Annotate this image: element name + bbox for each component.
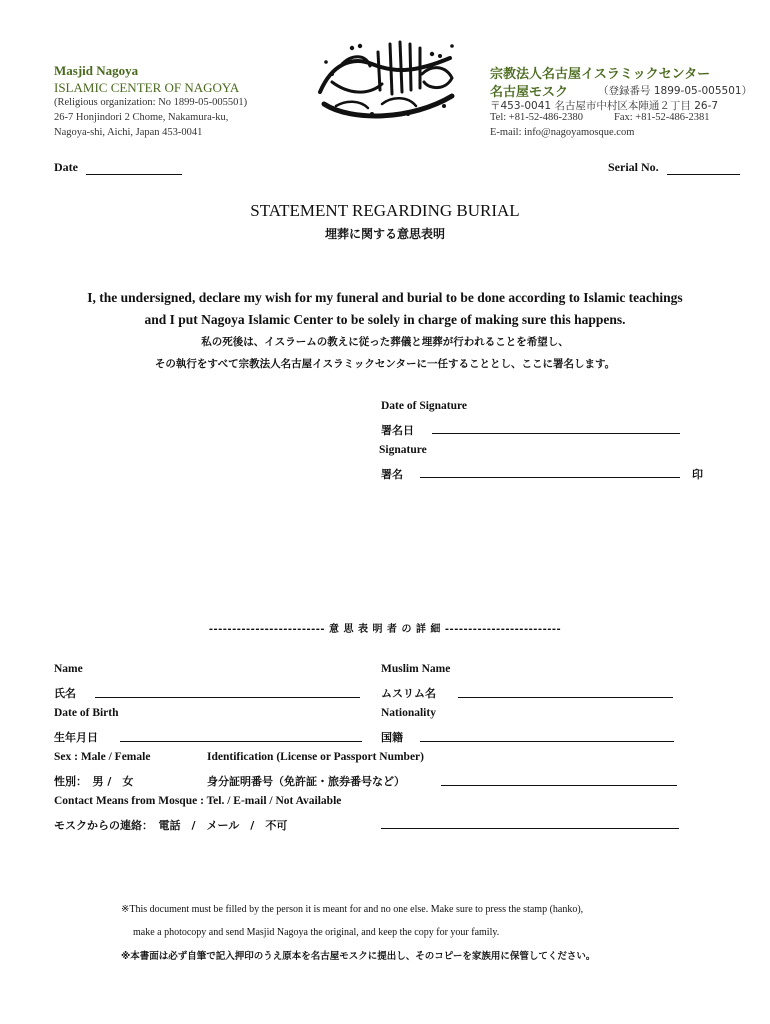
identification-label: Identification (License or Passport Number) (207, 751, 424, 763)
date-label: Date (54, 160, 78, 174)
contact-means-field[interactable] (381, 828, 679, 829)
contact-means-label-jp: モスクからの連絡： 電話 / メール / 不可 (54, 819, 288, 832)
email-address: E-mail: info@nagoyamosque.com (490, 127, 635, 138)
name-label: Name (54, 663, 83, 675)
declaration-jp-line2: その執行をすべて宗教法人名古屋イスラミックセンターに一任することとし、ここに署名します。 (154, 358, 616, 370)
document-title: STATEMENT REGARDING BURIAL (250, 201, 520, 220)
sex-label: Sex : Male / Female (54, 751, 151, 763)
org-address-line1: 26-7 Honjindori 2 Chome, Nakamura-ku, (54, 112, 229, 123)
name-label-jp: 氏名 (54, 687, 76, 700)
signature-label: Signature (379, 444, 427, 456)
signature-date-field[interactable] (432, 433, 680, 434)
declaration-en-line1: I, the undersigned, declare my wish for my funeral and burial to be done according to Islamic teachings (87, 290, 683, 305)
date-field[interactable] (86, 174, 182, 175)
sex-label-jp: 性別： 男 / 女 (54, 775, 134, 788)
address-jp: 〒453-0041 名古屋市中村区本陣通２丁目 26-7 (490, 100, 719, 112)
calligraphy-logo-icon (312, 34, 460, 128)
signature-date-label: Date of Signature (381, 400, 468, 412)
registration-jp: （登録番号 1899-05-005501） (598, 85, 753, 97)
fax-number: Fax: +81-52-486-2381 (614, 112, 710, 123)
name-field[interactable] (95, 697, 360, 698)
identification-field[interactable] (441, 785, 677, 786)
declaration-jp-line1: 私の死後は、イスラームの教えに従った葬儀と埋葬が行われることを希望し、 (201, 336, 569, 348)
identification-label-jp: 身分証明番号（免許証・旅券番号など） (207, 775, 405, 788)
seal-mark: 印 (692, 468, 703, 481)
org-address-line2: Nagoya-shi, Aichi, Japan 453-0041 (54, 127, 203, 138)
mosque-name-jp: 名古屋モスク (490, 85, 569, 100)
signature-date-label-jp: 署名日 (381, 424, 414, 437)
note-en-line1: ※This document must be filled by the person it is meant for and no one else. Make sure to press the stamp (hanko), (121, 904, 584, 915)
nationality-field[interactable] (420, 741, 674, 742)
org-name-jp: 宗教法人名古屋イスラミックセンター (490, 67, 711, 82)
phone-number: Tel: +81-52-486-2380 (490, 112, 583, 123)
note-en-line2: make a photocopy and send Masjid Nagoya the original, and keep the copy for your family. (133, 927, 500, 938)
note-jp: ※本書面は必ず自筆で記入押印のうえ原本を名古屋モスクに提出し、そのコピーを家族用に保管してください。 (121, 951, 596, 962)
serial-number-field[interactable] (667, 174, 740, 175)
date-of-birth-label-jp: 生年月日 (54, 731, 98, 744)
signature-label-jp: 署名 (381, 468, 403, 481)
muslim-name-field[interactable] (458, 697, 673, 698)
muslim-name-label-jp: ムスリム名 (381, 687, 436, 700)
org-name-en: Masjid Nagoya (54, 63, 139, 78)
org-title-en: ISLAMIC CENTER OF NAGOYA (54, 80, 240, 95)
signature-field[interactable] (420, 477, 680, 478)
document-title-jp: 埋葬に関する意思表明 (324, 227, 445, 241)
date-of-birth-field[interactable] (120, 741, 362, 742)
contact-means-label: Contact Means from Mosque : Tel. / E-mail / Not Available (54, 795, 342, 807)
nationality-label-jp: 国籍 (381, 731, 403, 744)
declaration-en-line2: and I put Nagoya Islamic Center to be solely in charge of making sure this happens. (144, 312, 626, 327)
muslim-name-label: Muslim Name (381, 663, 451, 675)
details-divider: ------------------------- 意 思 表 明 者 の 詳 細 ------------------------- (208, 624, 562, 635)
serial-number-label: Serial No. (608, 160, 659, 174)
org-registration-en: (Religious organization: No 1899-05-005501) (54, 97, 248, 108)
nationality-label: Nationality (381, 707, 436, 719)
date-of-birth-label: Date of Birth (54, 707, 119, 719)
